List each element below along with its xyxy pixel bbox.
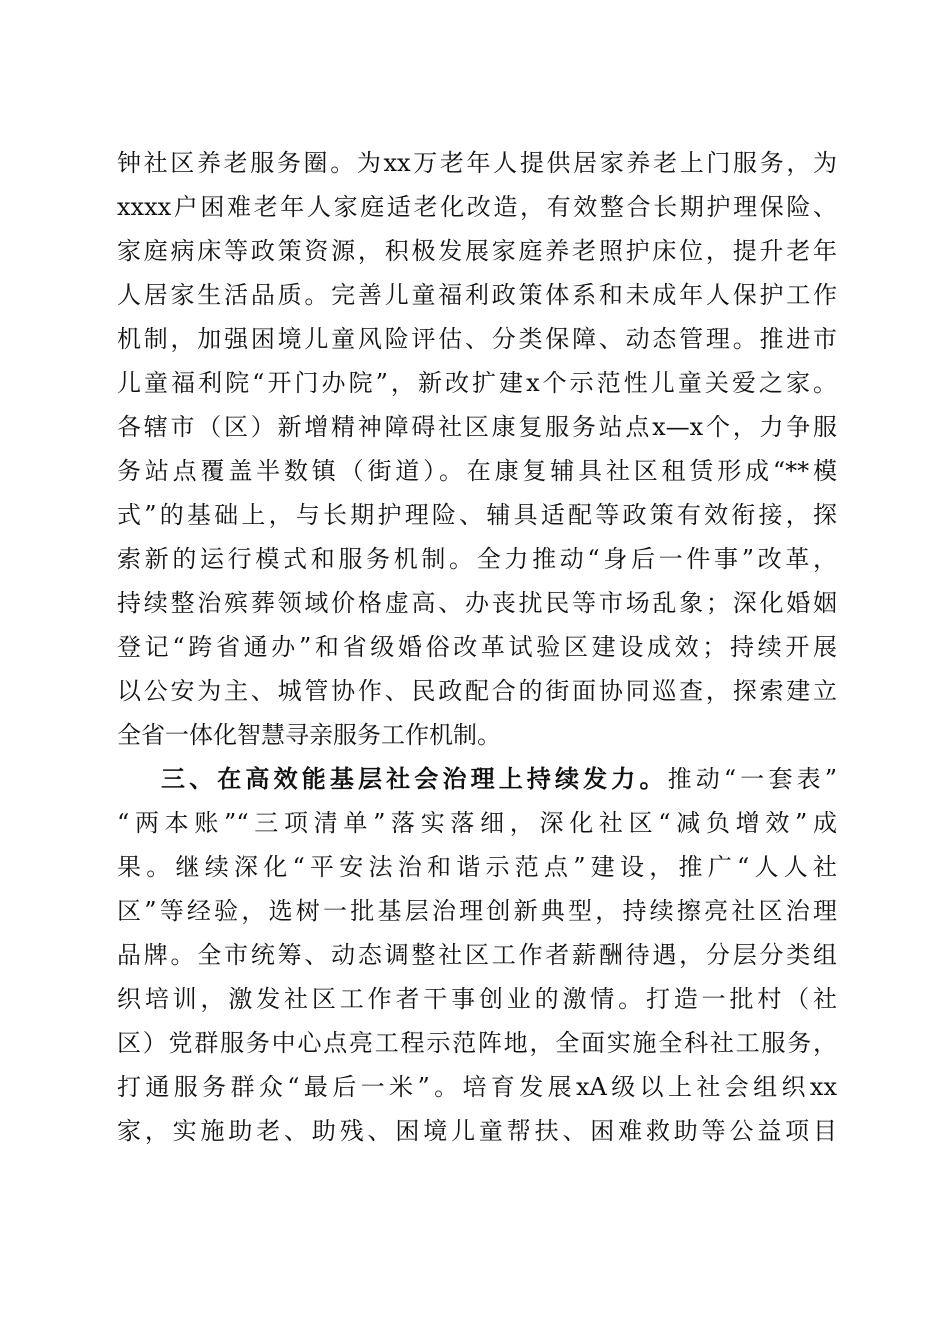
text-line: 织培训，激发社区工作者干事创业的激情。打造一批村（社: [117, 985, 837, 1013]
text-line: 持续整治殡葬领域价格虚高、办丧扰民等市场乱象；深化婚姻: [117, 589, 837, 617]
text-line: 务站点覆盖半数镇（街道）。在康复辅具社区租赁形成“**模: [117, 457, 837, 485]
document-body: [117, 141, 837, 1153]
text-line: 索新的运行模式和服务机制。全力推动“身后一件事”改革，: [117, 545, 837, 573]
text-line: 家庭病床等政策资源，积极发展家庭养老照护床位，提升老年: [117, 237, 837, 265]
text-line: 果。继续深化“平安法治和谐示范点”建设，推广“人人社: [117, 853, 837, 881]
text-line: 人居家生活品质。完善儿童福利政策体系和未成年人保护工作: [117, 281, 837, 309]
text-line: 钟社区养老服务圈。为xx万老年人提供居家养老上门服务，为: [117, 149, 837, 177]
section-heading-line: [117, 757, 837, 801]
text-line: 打通服务群众“最后一米”。培育发展xA级以上社会组织xx: [117, 1073, 837, 1101]
text-line: 区）党群服务中心点亮工程示范阵地，全面实施全科社工服务，: [117, 1029, 837, 1057]
text-line: xxxx户困难老年人家庭适老化改造，有效整合长期护理保险、: [117, 193, 837, 221]
text-line: 各辖市（区）新增精神障碍社区康复服务站点x—x个，力争服: [117, 413, 837, 441]
text-line: 区”等经验，选树一批基层治理创新典型，持续擦亮社区治理: [117, 897, 837, 925]
text-line: 以公安为主、城管协作、民政配合的街面协同巡查，探索建立: [117, 677, 837, 705]
section-heading: 三、在高效能基层社会治理上持续发力。: [161, 765, 668, 793]
text-line: 机制，加强困境儿童风险评估、分类保障、动态管理。推进市: [117, 325, 837, 353]
text-line: 登记“跨省通办”和省级婚俗改革试验区建设成效；持续开展: [117, 633, 837, 661]
text-line: 家，实施助老、助残、困境儿童帮扶、困难救助等公益项目: [117, 1117, 837, 1145]
text-line: 式”的基础上，与长期护理险、辅具适配等政策有效衔接，探: [117, 501, 837, 529]
text-line: “两本账”“三项清单”落实落细，深化社区“减负增效”成: [117, 809, 837, 837]
text-line: 儿童福利院“开门办院”，新改扩建x个示范性儿童关爱之家。: [117, 369, 837, 397]
text-line: 全省一体化智慧寻亲服务工作机制。: [117, 721, 501, 749]
heading-line-rest: 推动“一套表”: [667, 765, 837, 793]
text-line: 品牌。全市统筹、动态调整社区工作者薪酬待遇，分层分类组: [117, 941, 837, 969]
